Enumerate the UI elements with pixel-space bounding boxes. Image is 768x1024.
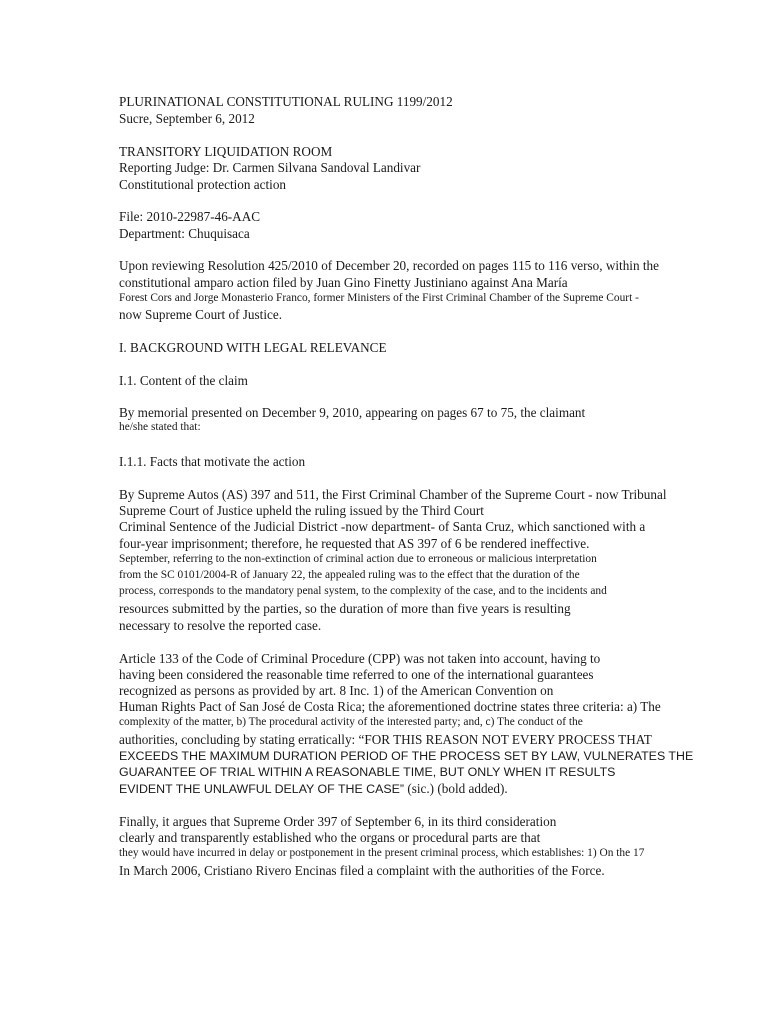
heading-facts: I.1.1. Facts that motivate the action	[119, 454, 306, 469]
article-line-3: recognized as persons as provided by art. 8 Inc. 1) of the American Convention on	[119, 683, 554, 698]
facts-line-9: necessary to resolve the reported case.	[119, 618, 322, 633]
ruling-title: PLURINATIONAL CONSTITUTIONAL RULING 1199/2012	[119, 94, 453, 109]
chamber-name: TRANSITORY LIQUIDATION ROOM	[119, 144, 333, 159]
intro-line-4: now Supreme Court of Justice.	[119, 307, 282, 322]
article-line-2: having been considered the reasonable time referred to one of the international guarantees	[119, 667, 594, 682]
article-line-5: complexity of the matter, b) The procedural activity of the interested party; and, c) The conduct of the	[119, 716, 583, 728]
article-line-6: authorities, concluding by stating erratically: “FOR THIS REASON NOT EVERY PROCESS THAT	[119, 732, 652, 747]
facts-line-6: from the SC 0101/2004-R of January 22, the appealed ruling was to the effect that the duration of the	[119, 569, 580, 581]
facts-line-4: four-year imprisonment; therefore, he requested that AS 397 of 6 be rendered ineffective.	[119, 536, 590, 551]
memorial-line-1: By memorial presented on December 9, 2010, appearing on pages 67 to 75, the claimant	[119, 405, 586, 420]
facts-line-7: process, corresponds to the mandatory penal system, to the complexity of the case, and to the incidents and	[119, 585, 607, 597]
department: Department: Chuquisaca	[119, 226, 250, 241]
reporting-judge: Reporting Judge: Dr. Carmen Silvana Sandoval Landivar	[119, 160, 421, 175]
place-date: Sucre, September 6, 2012	[119, 111, 255, 126]
facts-line-1: By Supreme Autos (AS) 397 and 511, the First Criminal Chamber of the Supreme Court - now Tribunal	[119, 487, 667, 502]
facts-line-3: Criminal Sentence of the Judicial District -now department- of Santa Cruz, which sanctioned with a	[119, 519, 646, 534]
file-number: File: 2010-22987-46-AAC	[119, 209, 261, 224]
article-line-4: Human Rights Pact of San José de Costa Rica; the aforementioned doctrine states three criteria: a) The	[119, 699, 661, 714]
facts-line-2: Supreme Court of Justice upheld the ruling issued by the Third Court	[119, 503, 484, 518]
article-line-1: Article 133 of the Code of Criminal Procedure (CPP) was not taken into account, having to	[119, 651, 601, 666]
action-type: Constitutional protection action	[119, 177, 287, 192]
facts-line-8: resources submitted by the parties, so the duration of more than five years is resulting	[119, 601, 571, 616]
intro-line-2: constitutional amparo action filed by Juan Gino Finetty Justiniano against Ana María	[119, 275, 568, 290]
intro-line-1: Upon reviewing Resolution 425/2010 of December 20, recorded on pages 115 to 116 verso, within the	[119, 258, 659, 273]
article-line-7: EXCEEDS THE MAXIMUM DURATION PERIOD OF THE PROCESS SET BY LAW, VULNERATES THE	[119, 749, 694, 763]
intro-line-3: Forest Cors and Jorge Monasterio Franco, former Ministers of the First Criminal Chamber of the Supreme Court -	[119, 292, 639, 304]
facts-line-5: September, referring to the non-extinction of criminal action due to erroneous or malicious interpretation	[119, 553, 597, 565]
final-line-1: Finally, it argues that Supreme Order 397 of September 6, in its third consideration	[119, 814, 557, 829]
heading-content-of-claim: I.1. Content of the claim	[119, 373, 248, 388]
article-line-9-quote: EVIDENT THE UNLAWFUL DELAY OF THE CASE”	[119, 782, 405, 796]
final-line-4: In March 2006, Cristiano Rivero Encinas filed a complaint with the authorities of the Force.	[119, 863, 605, 878]
final-line-3: they would have incurred in delay or postponement in the present criminal process, which establishes: 1) On the 17	[119, 847, 645, 859]
article-line-9-tail: (sic.) (bold added).	[404, 781, 508, 796]
article-line-9	[119, 782, 508, 795]
final-line-2: clearly and transparently established who the organs or procedural parts are that	[119, 830, 541, 845]
memorial-line-2: he/she stated that:	[119, 421, 201, 433]
heading-background: I. BACKGROUND WITH LEGAL RELEVANCE	[119, 340, 387, 355]
article-line-8: GUARANTEE OF TRIAL WITHIN A REASONABLE TIME, BUT ONLY WHEN IT RESULTS	[119, 765, 616, 779]
